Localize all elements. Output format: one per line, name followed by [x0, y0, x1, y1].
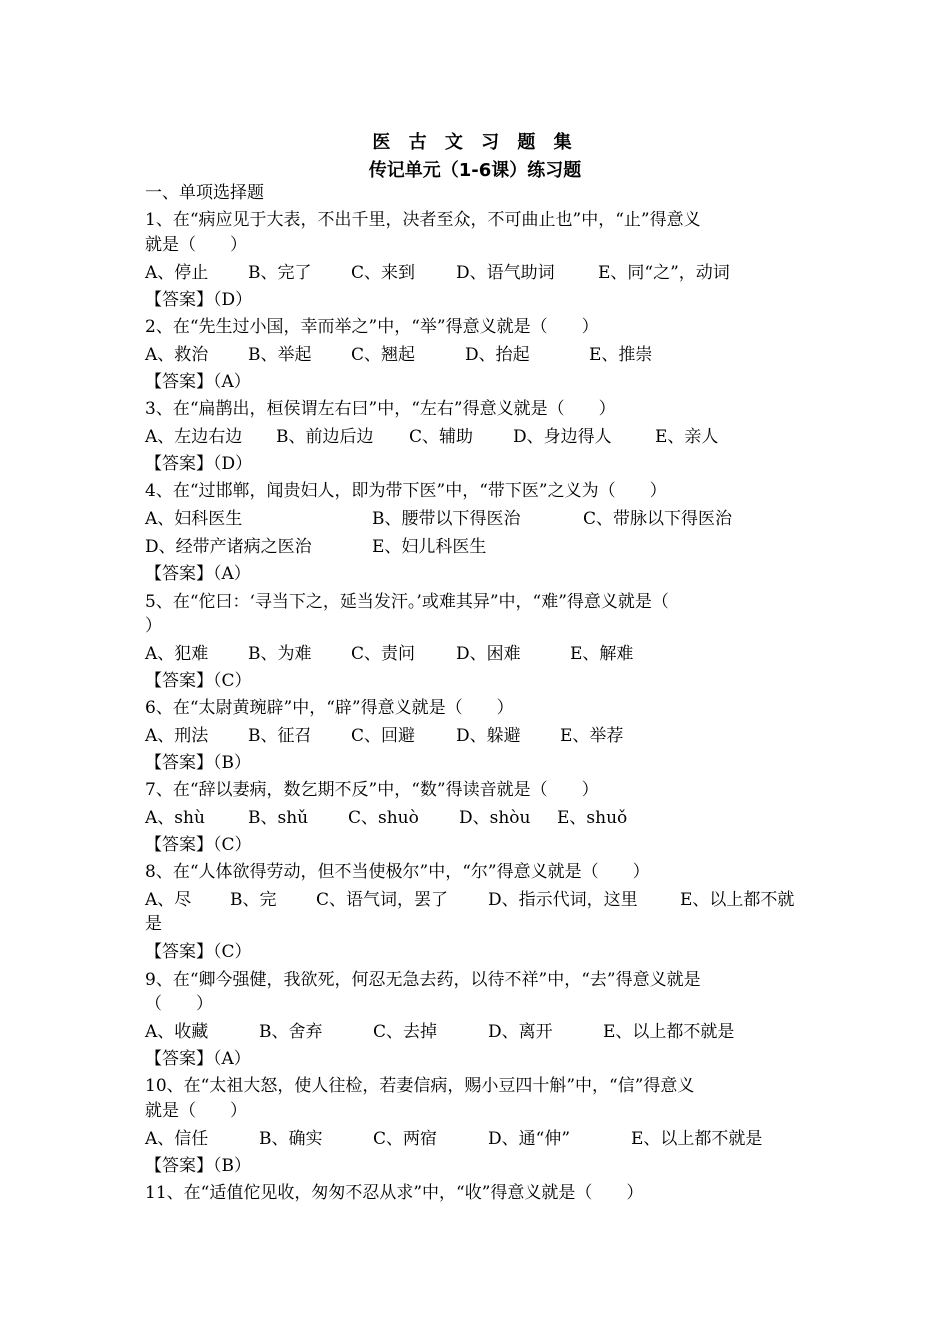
option: B、确实	[259, 1129, 323, 1149]
option: A、尽	[145, 890, 192, 910]
answer: 【答案】（C）	[145, 835, 252, 855]
option: A、收藏	[145, 1022, 209, 1042]
option: C、责问	[351, 644, 416, 664]
option: A、左边右边	[145, 427, 243, 447]
option: D、抬起	[465, 345, 530, 365]
answer: 【答案】（A）	[145, 564, 251, 584]
option: A、救治	[145, 345, 209, 365]
option: D、shòu	[459, 808, 531, 828]
question-stem: （ ）	[145, 994, 213, 1014]
option: A、犯难	[145, 644, 209, 664]
question-stem: 3、在“扁鹊出，桓侯谓左右曰”中，“左右”得意义就是（ ）	[145, 399, 616, 419]
option: E、以上都不就	[680, 890, 795, 910]
option: C、shuò	[348, 808, 419, 828]
option: E、以上都不就是	[603, 1022, 735, 1042]
question-stem: 5、在“佗曰：‘寻当下之，延当发汗。’或难其异”中，“难”得意义就是（	[145, 592, 669, 612]
option: E、以上都不就是	[631, 1129, 763, 1149]
option: D、经带产诸病之医治	[145, 537, 312, 557]
question-stem: 4、在“过邯郸，闻贵妇人，即为带下医”中，“带下医”之义为（ ）	[145, 481, 667, 501]
question-stem: 10、在“太祖大怒，使人往检，若妻信病，赐小豆四十斛”中，“信”得意义	[145, 1076, 695, 1096]
question-stem: 就是（ ）	[145, 1101, 247, 1121]
answer: 【答案】（D）	[145, 290, 253, 310]
option: B、完	[230, 890, 277, 910]
option: C、去掉	[373, 1022, 438, 1042]
option: A、停止	[145, 263, 209, 283]
option: A、shù	[145, 808, 205, 828]
option: C、语气词，罢了	[316, 890, 449, 910]
option: B、腰带以下得医治	[372, 509, 521, 529]
question-stem: 7、在“辞以妻病，数乞期不反”中，“数”得读音就是（ ）	[145, 780, 599, 800]
option: A、信任	[145, 1129, 209, 1149]
option: B、舍弃	[259, 1022, 323, 1042]
question-stem: 1、在“病应见于大表，不出千里，决者至众，不可曲止也”中，“止”得意义	[145, 210, 701, 230]
option: A、刑法	[145, 726, 209, 746]
question-stem: 2、在“先生过小国，幸而举之”中，“举”得意义就是（ ）	[145, 317, 599, 337]
question-stem: ）	[145, 616, 162, 636]
option: D、语气助词	[456, 263, 555, 283]
answer: 【答案】（B）	[145, 753, 251, 773]
option: C、辅助	[409, 427, 474, 447]
option: C、翘起	[351, 345, 416, 365]
option: D、指示代词，这里	[488, 890, 638, 910]
option: E、解难	[570, 644, 634, 664]
option: C、回避	[351, 726, 416, 746]
question-stem: 9、在“卿今强健，我欲死，何忍无急去药，以待不祥”中，“去”得意义就是	[145, 970, 701, 990]
option: B、征召	[248, 726, 312, 746]
question-stem: 6、在“太尉黄琬辟”中，“辟”得意义就是（ ）	[145, 698, 514, 718]
option: C、带脉以下得医治	[583, 509, 733, 529]
option: D、躲避	[456, 726, 521, 746]
answer: 【答案】（D）	[145, 454, 253, 474]
option: D、困难	[456, 644, 521, 664]
section-heading: 一、单项选择题	[145, 183, 264, 203]
option: B、举起	[248, 345, 312, 365]
option: B、前边后边	[276, 427, 374, 447]
option: E、推崇	[589, 345, 653, 365]
option: B、shǔ	[248, 808, 309, 828]
option: E、妇儿科医生	[372, 537, 487, 557]
option: E、亲人	[655, 427, 719, 447]
document-subtitle: 传记单元（1-6课）练习题	[368, 160, 582, 181]
option: E、shuǒ	[557, 808, 628, 828]
question-stem: 8、在“人体欲得劳动，但不当使极尔”中，“尔”得意义就是（ ）	[145, 862, 650, 882]
answer: 【答案】（A）	[145, 372, 251, 392]
option: A、妇科医生	[145, 509, 243, 529]
option: D、身边得人	[513, 427, 612, 447]
answer: 【答案】（B）	[145, 1156, 251, 1176]
option: B、为难	[248, 644, 312, 664]
option: E、举荐	[560, 726, 624, 746]
option: 是	[145, 914, 162, 934]
option: D、通“伸”	[488, 1129, 571, 1149]
answer: 【答案】（C）	[145, 942, 252, 962]
option: C、两宿	[373, 1129, 438, 1149]
answer: 【答案】（A）	[145, 1049, 251, 1069]
document-title: 医 古 文 习 题 集	[372, 132, 578, 153]
option: C、来到	[351, 263, 416, 283]
question-stem: 就是（ ）	[145, 235, 247, 255]
question-stem: 11、在“适值佗见收，匆匆不忍从求”中，“收”得意义就是（ ）	[145, 1183, 644, 1203]
option: D、离开	[488, 1022, 553, 1042]
option: E、同“之”，动词	[598, 263, 730, 283]
option: B、完了	[248, 263, 312, 283]
answer: 【答案】（C）	[145, 671, 252, 691]
